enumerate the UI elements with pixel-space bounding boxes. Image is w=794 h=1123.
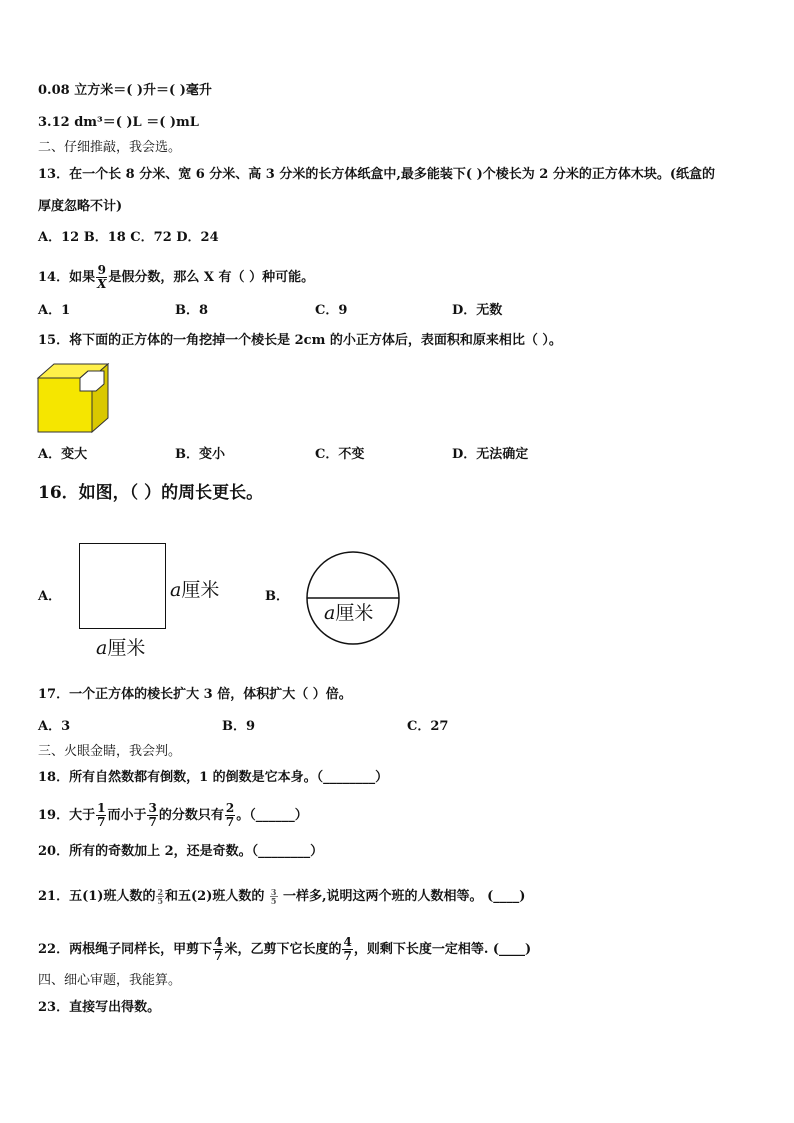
fraction-denominator: 7 <box>343 949 352 963</box>
unit-label: 厘米 <box>335 602 374 624</box>
question-line: 3.12 dm³＝( )L ＝( )mL <box>38 115 199 130</box>
fraction-numerator: 3 <box>148 801 157 815</box>
question-14 <box>38 264 314 291</box>
fraction-denominator: 7 <box>97 815 106 829</box>
question-13-options: A．12 B．18 C．72 D．24 <box>38 230 219 245</box>
q21-text: 一样多,说明这两个班的人数相等。 (____) <box>283 889 526 904</box>
fraction-numerator: 4 <box>214 935 223 949</box>
question-22 <box>38 936 531 963</box>
q19-text: 的分数只有 <box>158 808 224 823</box>
variable-a: a <box>324 602 336 624</box>
q22-text: ，则剩下长度一定相等. (____) <box>353 942 532 957</box>
option-c: C．27 <box>407 719 449 734</box>
fraction-denominator: 5 <box>157 896 164 906</box>
fraction <box>147 802 157 829</box>
q21-text: 21．五(1)班人数的 <box>38 889 156 904</box>
q14-fraction <box>96 264 107 291</box>
fraction-numerator: 2 <box>157 887 164 897</box>
question-17: 17．一个正方体的棱长扩大 3 倍，体积扩大（ ）倍。 <box>38 687 352 702</box>
fraction-numerator: 2 <box>225 801 235 815</box>
variable-a: a <box>170 579 182 601</box>
question-21 <box>38 886 525 908</box>
question-line: 0.08 立方米＝( )升＝( )毫升 <box>38 83 212 98</box>
section-heading: 四、细心审题，我能算。 <box>38 973 182 988</box>
square-bottom-label <box>96 633 145 660</box>
q14-text: 是假分数，那么 X 有（ ）种可能。 <box>108 270 315 285</box>
option-d: D．无数 <box>452 303 503 318</box>
q19-text: 19．大于 <box>38 808 96 823</box>
fraction <box>342 936 352 963</box>
variable-a: a <box>96 637 108 659</box>
q14-text: 14．如果 <box>38 270 96 285</box>
diameter-label <box>324 598 373 625</box>
q22-text: 米，乙剪下它长度的 <box>224 942 342 957</box>
fraction-numerator: 1 <box>97 801 106 815</box>
fraction <box>156 888 164 905</box>
option-c: C．不变 <box>315 447 365 462</box>
q19-text: 而小于 <box>107 808 147 823</box>
fraction-denominator: 5 <box>270 896 277 906</box>
option-b: B．9 <box>222 719 256 734</box>
fraction-denominator: X <box>97 277 107 291</box>
fraction <box>225 802 235 829</box>
question-23: 23．直接写出得数。 <box>38 1000 161 1015</box>
option-b: B．8 <box>175 303 209 318</box>
option-a-label: A． <box>38 589 62 604</box>
question-20: 20．所有的奇数加上 2，还是奇数。（________） <box>38 844 324 859</box>
q22-text: 22．两根绳子同样长，甲剪下 <box>38 942 213 957</box>
fraction <box>270 888 278 905</box>
question-16: 16．如图，（ ）的周长更长。 <box>38 483 264 503</box>
fraction <box>213 936 223 963</box>
square-figure <box>79 543 166 629</box>
option-d: D．无法确定 <box>452 447 529 462</box>
fraction-numerator: 4 <box>343 935 352 949</box>
question-13-continued: 厚度忽略不计) <box>38 199 123 214</box>
cube-figure <box>36 362 112 434</box>
unit-label: 厘米 <box>181 579 220 601</box>
option-c: C．9 <box>315 303 348 318</box>
unit-label: 厘米 <box>107 637 146 659</box>
fraction-numerator: 3 <box>270 887 277 897</box>
section-heading: 二、仔细推敲，我会选。 <box>38 140 182 155</box>
q21-text: 和五(2)班人数的 <box>165 889 265 904</box>
option-a: A．1 <box>38 303 71 318</box>
fraction-denominator: 7 <box>225 815 235 829</box>
question-15: 15．将下面的正方体的一角挖掉一个棱长是 2cm 的小正方体后，表面积和原来相比（ ）。 <box>38 333 562 348</box>
option-a: A．3 <box>38 719 71 734</box>
question-18: 18．所有自然数都有倒数，1 的倒数是它本身。（________） <box>38 770 389 785</box>
question-19 <box>38 802 308 829</box>
fraction-numerator: 9 <box>97 263 106 277</box>
option-b: B．变小 <box>175 447 225 462</box>
option-b-label: B． <box>265 589 289 604</box>
fraction <box>96 802 106 829</box>
fraction-denominator: 7 <box>214 949 223 963</box>
question-13: 13．在一个长 8 分米、宽 6 分米、高 3 分米的长方体纸盒中,最多能装下( )个棱长为 2 分米的正方体木块。(纸盒的 <box>38 167 715 182</box>
section-heading: 三、火眼金睛，我会判。 <box>38 744 182 759</box>
q19-text: 。（______） <box>236 808 308 823</box>
fraction-denominator: 7 <box>148 815 157 829</box>
option-a: A．变大 <box>38 447 88 462</box>
square-side-label <box>170 575 219 602</box>
